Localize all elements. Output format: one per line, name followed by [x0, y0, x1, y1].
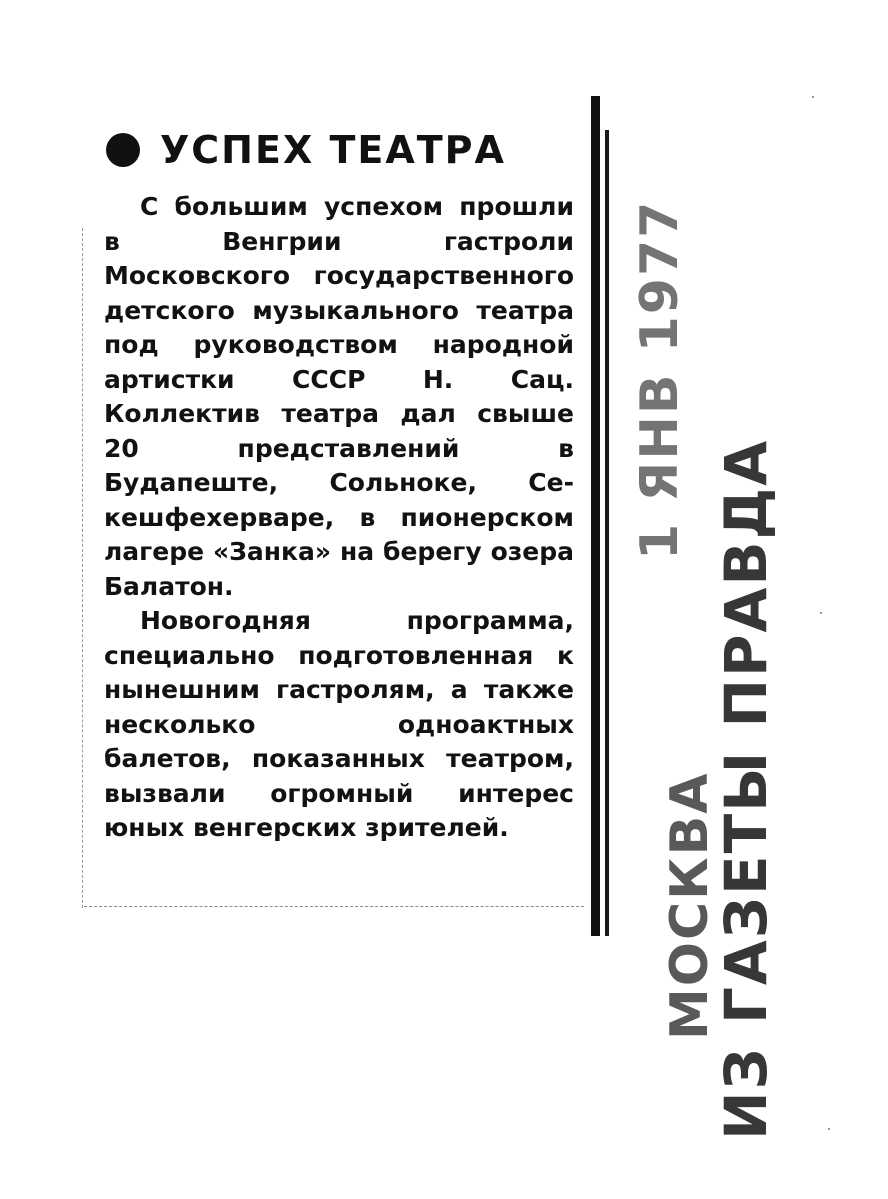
clipping-left-edge: [82, 228, 83, 908]
paper-speck: [812, 96, 814, 98]
date-stamp: 1 ЯНВ 1977: [630, 199, 690, 560]
column-rule-thick: [591, 96, 600, 936]
paper-speck: [820, 612, 822, 614]
article-paragraph-2: Новогодняя программа, специально подготовленная к нынешним гастролям, а также несколько одноактных балетов, показанных театром, вызвали огромный интерес юных венгерских зрителей.: [104, 606, 574, 842]
source-stamp: ИЗ ГАЗЕТЫ ПРАВДА: [712, 438, 780, 1140]
city-stamp: МОСКВА: [660, 771, 720, 1040]
bullet-icon: [106, 133, 140, 167]
article-body: [104, 190, 574, 846]
paper-speck: [828, 1128, 830, 1130]
column-rule-thin: [605, 130, 609, 936]
article-paragraph-1: С большим успехом прошли в Венгрии гастроли Московского государственного детского музыкального театра под руководством народной артистки СССР Н. Сац. Коллектив театра дал свыше 20 представлений в Будапеште, Сольноке, Секешфехерваре, в пионерском лагере «Занка» на берегу озера Балатон.: [104, 192, 574, 601]
article-heading: [106, 128, 506, 172]
clipping-bottom-edge: [84, 906, 584, 907]
article-title: УСПЕХ ТЕАТРА: [160, 128, 506, 172]
